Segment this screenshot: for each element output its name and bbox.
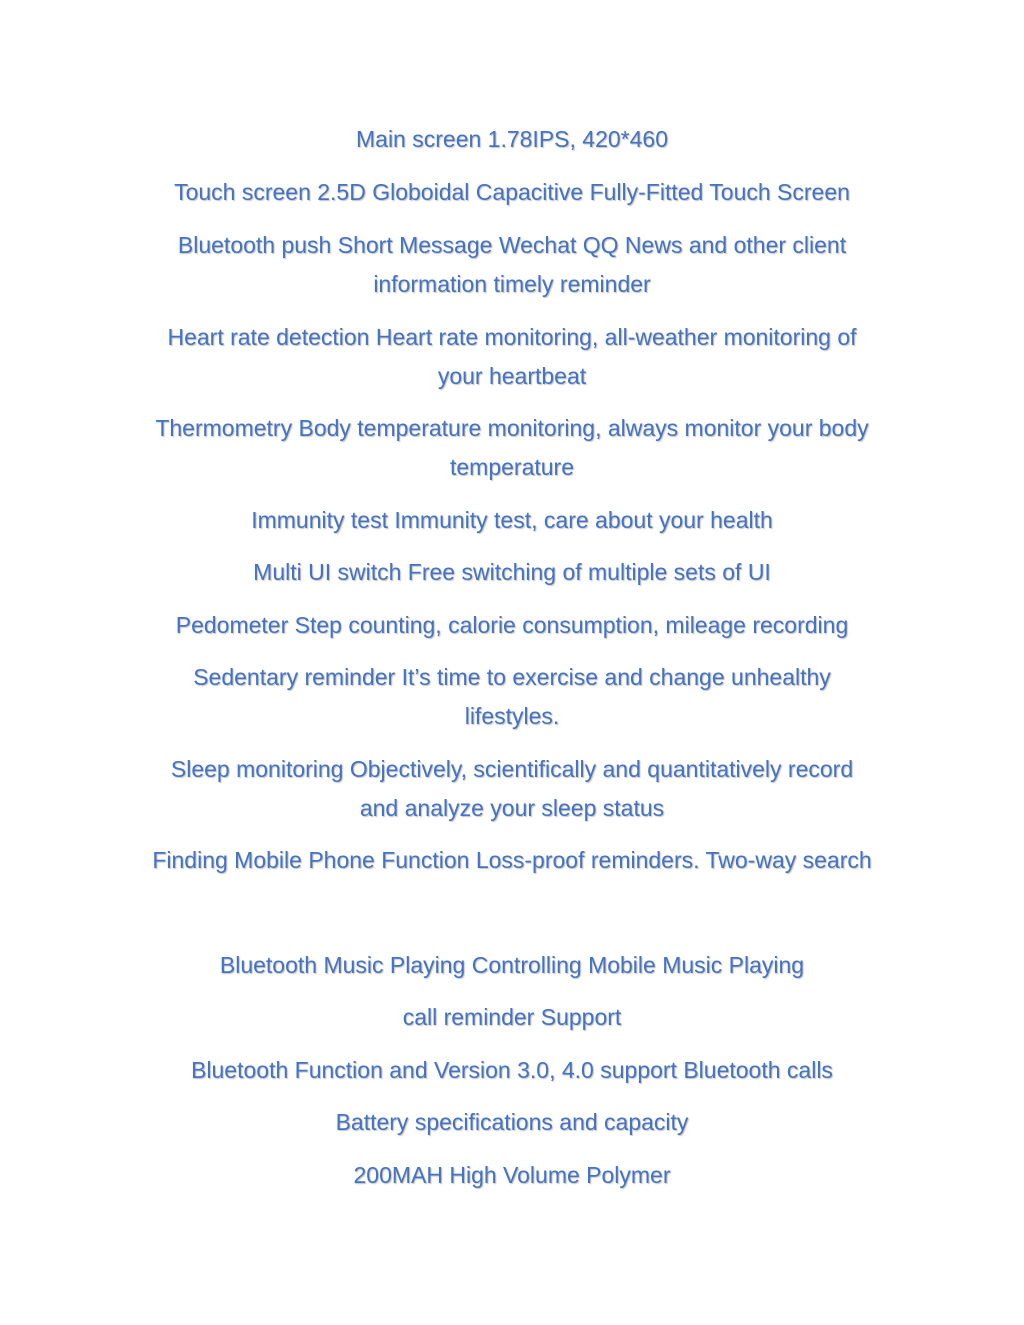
spec-immunity-test: Immunity test Immunity test, care about your health [251,507,773,533]
spec-sedentary-line1: Sedentary reminder It’s time to exercise and change unhealthy [193,664,831,690]
spec-battery-capacity: 200MAH High Volume Polymer [353,1162,671,1188]
spec-touch-screen: Touch screen 2.5D Globoidal Capacitive Fully-Fitted Touch Screen [174,179,850,205]
spec-heart-rate-line1: Heart rate detection Heart rate monitoring, all-weather monitoring of [167,324,857,350]
spec-bluetooth-push-line1: Bluetooth push Short Message Wechat QQ News and other client [177,232,847,258]
spec-sleep-line2: and analyze your sleep status [359,795,665,821]
spec-sleep-line1: Sleep monitoring Objectively, scientifically and quantitatively record [170,756,854,782]
spec-sedentary-line2: lifestyles. [464,703,560,729]
spec-pedometer: Pedometer Step counting, calorie consumption, mileage recording [175,612,849,638]
spec-find-phone: Finding Mobile Phone Function Loss-proof reminders. Two-way search [152,847,872,873]
spec-bluetooth-version: Bluetooth Function and Version 3.0, 4.0 support Bluetooth calls [191,1057,833,1083]
spec-bluetooth-music: Bluetooth Music Playing Controlling Mobile Music Playing [219,952,805,978]
spec-thermometry-line1: Thermometry Body temperature monitoring, always monitor your body [155,415,869,441]
spec-thermometry-line2: temperature [449,454,574,480]
spec-call-reminder: call reminder Support [402,1004,622,1030]
spec-heart-rate-line2: your heartbeat [437,363,587,389]
spec-battery-heading: Battery specifications and capacity [335,1109,689,1135]
spec-multi-ui-switch: Multi UI switch Free switching of multiple sets of UI [253,559,771,585]
spec-bluetooth-push-line2: information timely reminder [373,271,651,297]
spec-main-screen: Main screen 1.78IPS, 420*460 [356,126,668,152]
